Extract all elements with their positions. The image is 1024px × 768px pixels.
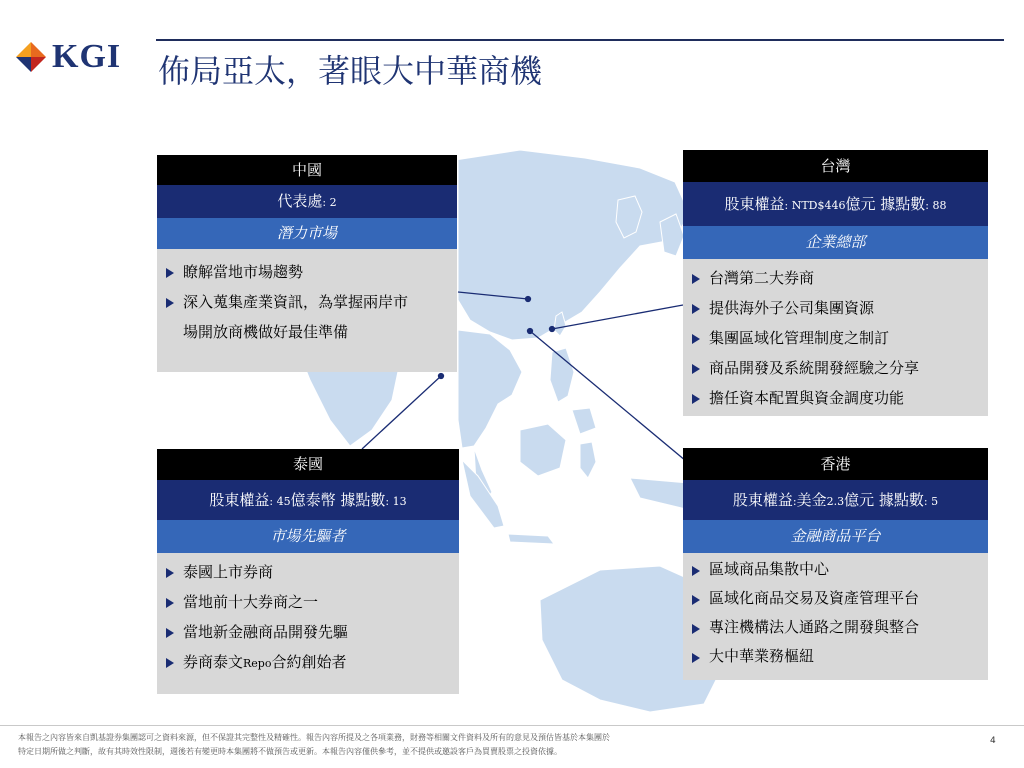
map-land-sulawesi: [580, 442, 596, 478]
kgi-logo-text: KGI: [52, 38, 122, 75]
panel-hongkong-stat: 股東權益:美金2.3億元 據點數: 5: [683, 480, 988, 520]
panel-china: [157, 155, 457, 372]
disclaimer-line-2: 特定日期所做之判斷，故有其時效性限制，週後若有變更時本集團將不做預告或更新。本報告內容僅供參考，並不提供或邀設客戶為買賣股票之投資依據。: [18, 747, 562, 756]
panel-thailand: [157, 449, 459, 694]
title-rule: [156, 39, 1004, 41]
panel-thailand-header: 泰國: [157, 449, 459, 480]
list-item: 提供海外子公司集團資源: [691, 293, 980, 323]
panel-thailand-body: [157, 553, 459, 694]
panel-taiwan-tag: 企業總部: [683, 226, 988, 259]
list-item: 商品開發及系統開發經驗之分享: [691, 353, 980, 383]
page-number: 4: [990, 736, 996, 746]
bullet-triangle-icon: [692, 334, 700, 344]
panel-china-stat-label: 代表處: [277, 192, 323, 210]
bullet-triangle-icon: [692, 364, 700, 374]
map-land-indochina: [458, 330, 522, 448]
bullet-triangle-icon: [166, 298, 174, 308]
panel-hongkong-tag: 金融商品平台: [683, 520, 988, 553]
disclaimer: [18, 731, 858, 759]
list-item: 區域商品集散中心: [691, 555, 980, 584]
list-item: 券商泰文Repo合約創始者: [165, 647, 451, 679]
bullet-triangle-icon: [166, 628, 174, 638]
map-land-java: [508, 534, 554, 544]
list-item: 台灣第二大券商: [691, 263, 980, 293]
map-land-philippines: [550, 348, 574, 402]
map-land-sumatra: [462, 460, 504, 528]
panel-china-stat-value: : 2: [322, 196, 337, 209]
bullet-triangle-icon: [692, 304, 700, 314]
list-item: 集團區域化管理制度之制訂: [691, 323, 980, 353]
kgi-logo: [16, 40, 121, 74]
panel-thailand-tag: 市場先驅者: [157, 520, 459, 553]
list-item: 瞭解當地市場趨勢: [165, 257, 449, 287]
panel-china-header: 中國: [157, 155, 457, 185]
panel-hongkong: [683, 448, 988, 680]
bullet-triangle-icon: [692, 394, 700, 404]
bullet-triangle-icon: [166, 568, 174, 578]
footer-rule: [0, 725, 1024, 726]
kgi-logo-mark-icon: [16, 42, 46, 72]
bullet-triangle-icon: [166, 598, 174, 608]
panel-taiwan-stat: 股東權益: NTD$446億元 據點數: 88: [683, 182, 988, 226]
bullet-triangle-icon: [166, 658, 174, 668]
panel-taiwan-body: [683, 259, 988, 416]
map-land-mindanao: [572, 408, 596, 434]
bullet-triangle-icon: [692, 653, 700, 663]
list-item: 當地前十大券商之一: [165, 587, 451, 617]
page-title: 佈局亞太，著眼大中華商機: [158, 52, 543, 90]
bullet-triangle-icon: [692, 274, 700, 284]
panel-china-body: [157, 249, 457, 372]
bullet-triangle-icon: [692, 566, 700, 576]
disclaimer-line-1: 本報告之內容皆來自凱基證券集團認可之資料來源，但不保證其完整性及精確性。報告內容所提及之各項業務，財務等相關文件資料及所有的意見及預估皆基於本集團於: [18, 733, 610, 742]
list-item: 擔任資本配置與資金調度功能: [691, 383, 980, 413]
map-land-china: [455, 150, 690, 340]
map-land-borneo: [520, 424, 566, 476]
list-item: 大中華業務樞紐: [691, 642, 980, 671]
panel-china-tag: 潛力市場: [157, 218, 457, 249]
list-item: 當地新金融商品開發先驅: [165, 617, 451, 647]
list-item: 深入蒐集產業資訊，為掌握兩岸市 場開放商機做好最佳準備: [165, 287, 449, 347]
panel-taiwan: [683, 150, 988, 416]
panel-hongkong-body: [683, 553, 988, 680]
list-item: 專注機構法人通路之開發與整合: [691, 613, 980, 642]
bullet-triangle-icon: [692, 595, 700, 605]
panel-thailand-stat: 股東權益: 45億泰幣 據點數: 13: [157, 480, 459, 520]
bullet-triangle-icon: [166, 268, 174, 278]
list-item: 區域化商品交易及資產管理平台: [691, 584, 980, 613]
list-item: 泰國上市券商: [165, 557, 451, 587]
panel-china-stat: [157, 185, 457, 218]
bullet-triangle-icon: [692, 624, 700, 634]
panel-hongkong-header: 香港: [683, 448, 988, 480]
panel-taiwan-header: 台灣: [683, 150, 988, 182]
